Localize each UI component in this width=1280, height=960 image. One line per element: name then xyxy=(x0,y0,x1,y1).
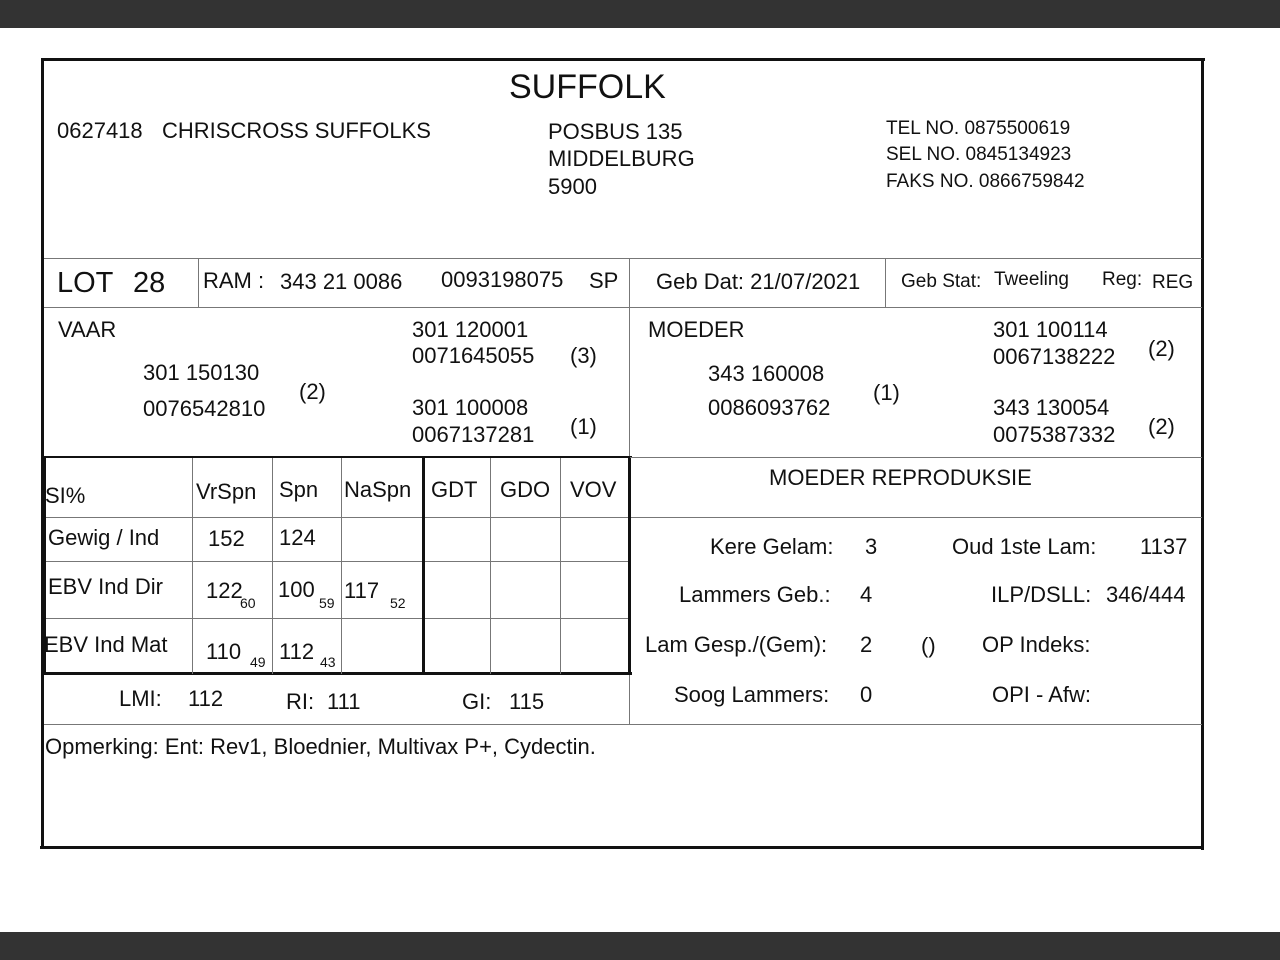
reg-value: REG xyxy=(1152,272,1194,293)
sire-sire-number: 301 120001 xyxy=(412,317,529,342)
op-indeks-label: OP Indeks: xyxy=(982,632,1091,657)
sire-number: 301 150130 xyxy=(143,360,260,385)
address-line-1: POSBUS 135 xyxy=(548,119,683,144)
lam-gesp-label: Lam Gesp./(Gem): xyxy=(645,632,828,657)
sire-rank: (2) xyxy=(299,379,326,404)
lot-divider-3 xyxy=(885,258,886,307)
perf-cell-naspn: 117 xyxy=(344,578,380,603)
perf-cell-vrspn: 122 xyxy=(206,578,243,603)
perf-row-label: EBV Ind Mat xyxy=(44,632,168,657)
perf-header-gdt: GDT xyxy=(431,477,478,502)
dam-sire-rank: (2) xyxy=(1148,336,1175,361)
frame-top xyxy=(41,58,1205,61)
lammers-geb-label: Lammers Geb.: xyxy=(679,582,831,607)
lot-number: 28 xyxy=(133,267,166,299)
perf-col-6 xyxy=(560,458,561,674)
ilp-label: ILP/DSLL: xyxy=(991,582,1092,607)
ilp-value: 346/444 xyxy=(1106,582,1186,607)
perf-right-line xyxy=(628,458,631,674)
ram-label: RAM : xyxy=(203,268,265,293)
sire-dam-id: 0067137281 xyxy=(412,422,535,447)
ri-value: 111 xyxy=(327,689,361,714)
perf-cell-vrspn-accuracy: 60 xyxy=(240,595,256,611)
repro-title: MOEDER REPRODUKSIE xyxy=(769,465,1032,490)
lam-gesp-value: 2 xyxy=(860,632,873,657)
perf-row-line-3 xyxy=(44,618,630,619)
dam-label: MOEDER xyxy=(648,317,745,342)
perf-cell-spn-accuracy: 43 xyxy=(320,654,336,670)
tel-number: TEL NO. 0875500619 xyxy=(886,118,1071,139)
perf-header-spn: Spn xyxy=(279,477,319,502)
divider-remark xyxy=(44,724,1202,725)
perf-header-naspn: NaSpn xyxy=(344,477,412,502)
lot-label: LOT xyxy=(57,267,114,299)
birth-status-label: Geb Stat: xyxy=(901,271,982,292)
sire-sire-id: 0071645055 xyxy=(412,343,535,368)
sire-label: VAAR xyxy=(58,317,117,342)
perf-bottom-line xyxy=(44,672,632,675)
perf-cell-spn: 124 xyxy=(279,525,316,550)
gi-label: GI: xyxy=(462,689,492,714)
gi-value: 115 xyxy=(509,689,545,714)
perf-col-4 xyxy=(422,458,425,674)
lot-divider-2 xyxy=(629,258,630,458)
oud-value: 1137 xyxy=(1140,534,1188,559)
repro-top-line xyxy=(630,457,1202,458)
perf-cell-vrspn: 110 xyxy=(206,639,242,664)
frame-bottom xyxy=(40,846,1202,849)
frame-left xyxy=(41,58,44,848)
soog-lammers-label: Soog Lammers: xyxy=(674,682,830,707)
dam-dam-rank: (2) xyxy=(1148,414,1175,439)
sel-number: SEL NO. 0845134923 xyxy=(886,144,1072,165)
top-bar xyxy=(0,0,1280,28)
divider-header xyxy=(44,258,1202,259)
perf-header-gdo: GDO xyxy=(500,477,551,502)
perf-row-line-2 xyxy=(44,561,630,562)
lammers-geb-value: 4 xyxy=(860,582,873,607)
sire-sire-rank: (3) xyxy=(570,343,597,368)
birth-status: Tweeling xyxy=(994,269,1069,290)
dam-dam-number: 343 130054 xyxy=(993,395,1110,420)
dam-number: 343 160008 xyxy=(708,361,825,386)
oud-label: Oud 1ste Lam: xyxy=(952,534,1097,559)
perf-col-3 xyxy=(341,458,342,674)
perf-cell-vrspn: 152 xyxy=(208,526,245,551)
divider-lot xyxy=(44,307,1202,308)
perf-cell-vrspn-accuracy: 49 xyxy=(250,654,266,670)
reg-label: Reg: xyxy=(1102,269,1143,290)
perf-header-si: SI% xyxy=(45,483,86,508)
lam-gesp-gem-value: () xyxy=(921,633,936,658)
perf-cell-naspn-accuracy: 52 xyxy=(390,595,406,611)
perf-col-5 xyxy=(490,458,491,674)
address-line-3: 5900 xyxy=(548,174,597,199)
perf-cell-spn-accuracy: 59 xyxy=(319,595,335,611)
sire-dam-rank: (1) xyxy=(570,414,597,439)
perf-row-label: Gewig / Ind xyxy=(48,525,160,550)
dam-sire-number: 301 100114 xyxy=(993,317,1108,342)
faks-number: FAKS NO. 0866759842 xyxy=(886,171,1085,192)
bottom-bar xyxy=(0,932,1280,960)
animal-id: 0093198075 xyxy=(441,267,564,292)
kere-gelam-value: 3 xyxy=(865,534,878,559)
ram-number: 343 21 0086 xyxy=(280,269,403,294)
perf-header-vov: VOV xyxy=(570,477,617,502)
breeder-name: CHRISCROSS SUFFOLKS xyxy=(162,118,431,143)
dam-rank: (1) xyxy=(873,380,900,405)
birth-date: Geb Dat: 21/07/2021 xyxy=(656,269,861,294)
dam-id: 0086093762 xyxy=(708,395,831,420)
perf-row-line-1 xyxy=(44,517,630,518)
soog-lammers-value: 0 xyxy=(860,682,873,707)
breeder-id: 0627418 xyxy=(57,118,143,143)
remark-text: Opmerking: Ent: Rev1, Bloednier, Multivax P+, Cydectin. xyxy=(45,734,596,759)
lmi-label: LMI: xyxy=(119,686,162,711)
lmi-value: 112 xyxy=(188,686,224,711)
address-line-2: MIDDELBURG xyxy=(548,146,695,171)
perf-top-line xyxy=(44,456,632,458)
lot-divider-1 xyxy=(198,258,199,307)
dam-sire-id: 0067138222 xyxy=(993,344,1116,369)
perf-row-label: EBV Ind Dir xyxy=(48,574,163,599)
ri-label: RI: xyxy=(286,689,315,714)
breed-title: SUFFOLK xyxy=(509,68,666,106)
opi-afw-label: OPI - Afw: xyxy=(992,682,1092,707)
sire-dam-number: 301 100008 xyxy=(412,395,529,420)
perf-header-vrspn: VrSpn xyxy=(196,479,257,504)
perf-cell-spn: 112 xyxy=(279,639,315,664)
dam-dam-id: 0075387332 xyxy=(993,422,1116,447)
divider-repro-title xyxy=(630,517,1202,518)
perf-col-1 xyxy=(192,458,193,674)
sire-id: 0076542810 xyxy=(143,396,266,421)
kere-gelam-label: Kere Gelam: xyxy=(710,534,834,559)
animal-code: SP xyxy=(589,268,619,293)
perf-col-2 xyxy=(272,458,273,674)
perf-cell-spn: 100 xyxy=(278,577,315,602)
frame-right xyxy=(1201,58,1204,850)
